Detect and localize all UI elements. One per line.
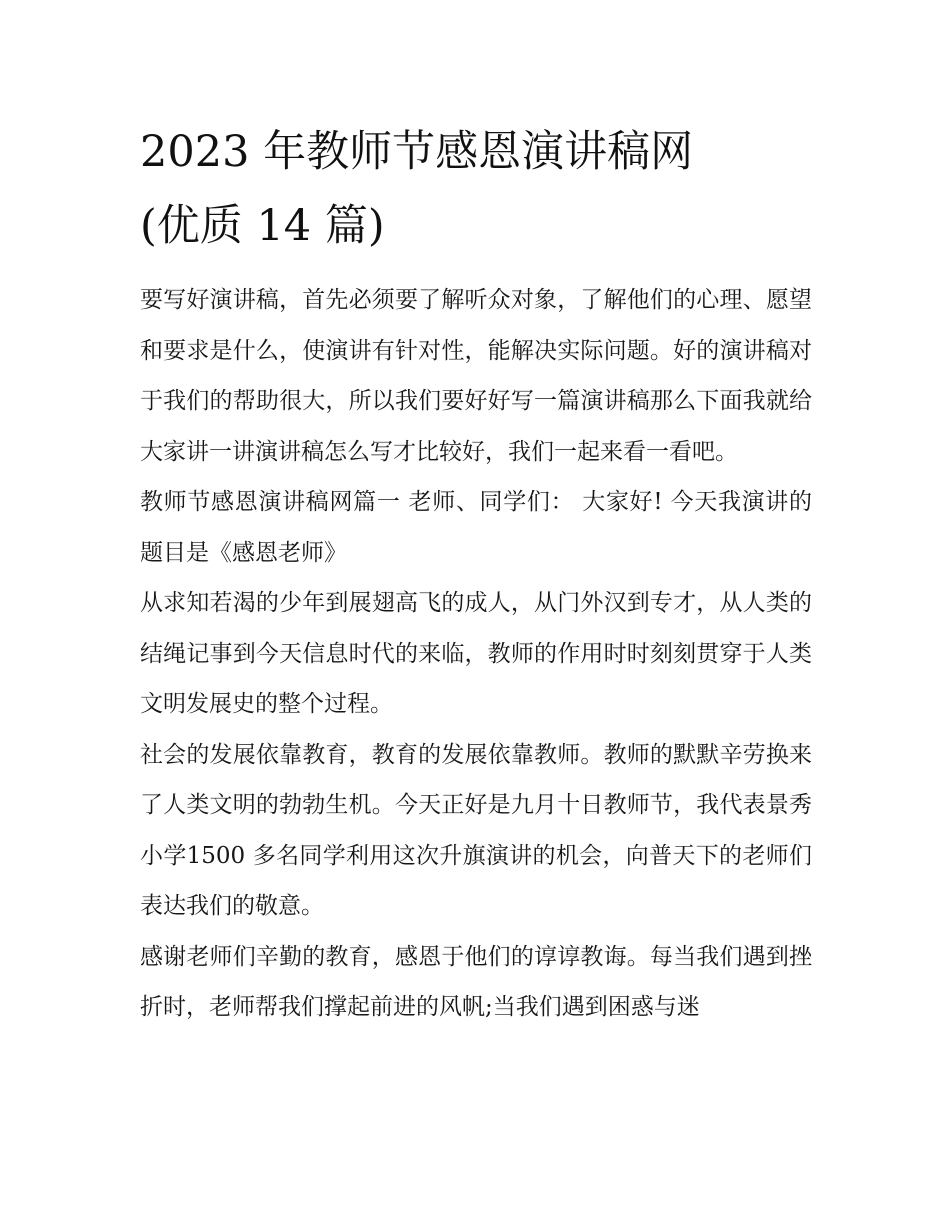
- paragraph-speech-heading: 教师节感恩演讲稿网篇一 老师、同学们： 大家好! 今天我演讲的题目是《感恩老师》: [140, 489, 812, 566]
- paragraph-gratitude: 感谢老师们辛勤的教育，感恩于他们的谆谆教诲。每当我们遇到挫折时，老师帮我们撑起前进的风帆;当我们遇到困惑与迷: [140, 943, 812, 1020]
- document-body: [140, 275, 812, 1033]
- paragraph-education-development: 社会的发展依靠教育，教育的发展依靠教师。教师的默默辛劳换来了人类文明的勃勃生机。今天正好是九月十日教师节，我代表景秀小学1500 多名同学利用这次升旗演讲的机会，向普天下的老师们表达我们的敬意。: [140, 741, 812, 919]
- title-line-1: 2023 年教师节感恩演讲稿网: [140, 127, 694, 177]
- title-line-2: (优质 14 篇): [140, 201, 385, 251]
- document-content: [140, 115, 812, 1033]
- paragraph-teacher-role: 从求知若渴的少年到展翅高飞的成人，从门外汉到专才，从人类的结绳记事到今天信息时代的来临，教师的作用时时刻刻贯穿于人类文明发展史的整个过程。: [140, 590, 812, 717]
- paragraph-intro: 要写好演讲稿，首先必须要了解听众对象，了解他们的心理、愿望和要求是什么，使演讲有针对性，能解决实际问题。好的演讲稿对于我们的帮助很大，所以我们要好好写一篇演讲稿那么下面我就给大家讲一讲演讲稿怎么写才比较好，我们一起来看一看吧。: [140, 287, 812, 465]
- document-title: [140, 115, 812, 263]
